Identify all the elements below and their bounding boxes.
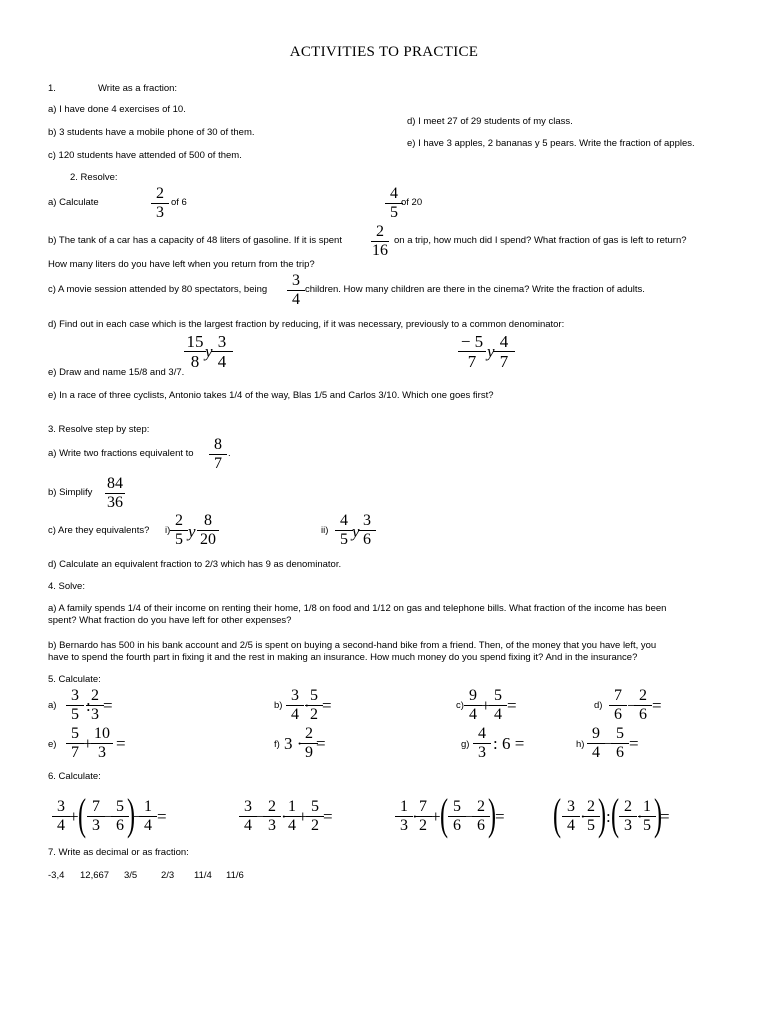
numerator: 2 [156, 185, 164, 202]
equals-sign: = [322, 696, 332, 715]
exercise-2b-line2: How many liters do you have left when you return from the trip? [48, 259, 315, 270]
numerator: 1 [288, 798, 296, 815]
operator: − [104, 807, 114, 826]
numerator: 2 [376, 223, 384, 240]
word-y: y [487, 342, 495, 361]
numerator: 2 [268, 798, 276, 815]
operator: · [304, 696, 310, 715]
denominator: 6 [116, 817, 124, 834]
numerator: 8 [214, 436, 222, 453]
numerator: 7 [92, 798, 100, 815]
open-paren: ( [78, 790, 87, 839]
fraction [285, 273, 307, 308]
denominator: 5 [71, 706, 79, 723]
item-ii: ii) [321, 525, 329, 536]
exercise-4a-line1: a) A family spends 1/4 of their income on renting their home, 1/8 on food and 1/12 on gas and telephone bills. What fraction of the income has been [48, 603, 667, 614]
denominator: 4 [144, 817, 152, 834]
value-item: 2/3 [161, 870, 175, 881]
section-7-heading: 7. Write as decimal or as fraction: [48, 847, 189, 858]
numerator: 3 [291, 687, 299, 704]
operator: − [604, 734, 614, 753]
fraction [632, 688, 654, 723]
fraction [207, 437, 229, 472]
numerator: 5 [616, 725, 624, 742]
fraction [471, 726, 493, 761]
exercise-2a-label: a) Calculate [48, 197, 99, 208]
exercise-4b-line2: have to spend the fourth part in fixing it and the rest in making an insurance. How much money do you spend fixing it? And in the insurance? [48, 652, 638, 663]
numerator: 5 [116, 798, 124, 815]
close-paren: ) [598, 790, 607, 839]
item-label: g) [461, 739, 470, 750]
item-i: i) [165, 525, 171, 536]
item-label: h) [576, 739, 585, 750]
fraction [168, 513, 190, 548]
text-of-20: of 20 [401, 197, 423, 208]
value-item: 11/6 [226, 870, 244, 881]
open-paren: ( [611, 790, 620, 839]
value-item: 3/5 [124, 870, 138, 881]
numerator: 5 [453, 798, 461, 815]
exercise-1b: b) 3 students have a mobile phone of 30 of them. [48, 127, 255, 138]
equals-sign: = [629, 734, 639, 753]
numerator: 2 [639, 687, 647, 704]
value-item: 11/4 [194, 870, 212, 881]
numerator: 3 [71, 687, 79, 704]
item-label: b) [274, 700, 283, 711]
fraction [356, 513, 378, 548]
numerator: 2 [624, 798, 632, 815]
operator: + [431, 807, 441, 826]
section-1-number: 1. [48, 83, 56, 94]
numerator: 2 [305, 725, 313, 742]
denominator: 4 [567, 817, 575, 834]
denominator: 3 [156, 204, 164, 221]
numerator: 7 [614, 687, 622, 704]
numerator: 4 [390, 185, 398, 202]
denominator: 6 [453, 817, 461, 834]
denominator: 5 [587, 817, 595, 834]
numerator: 4 [499, 332, 509, 351]
fraction [64, 688, 86, 723]
denominator: 4 [469, 706, 477, 723]
operator: − [465, 807, 475, 826]
numerator: 15 [186, 332, 204, 351]
close-paren: ) [488, 790, 497, 839]
numerator: 3 [292, 272, 300, 289]
numerator: 4 [340, 512, 348, 529]
fraction [137, 799, 159, 834]
equals-sign: = [495, 807, 505, 826]
operator: · [637, 807, 643, 826]
fraction [609, 726, 631, 761]
denominator: 3 [400, 817, 408, 834]
numerator: 3 [363, 512, 371, 529]
fraction [560, 799, 582, 834]
operator: : [86, 696, 91, 715]
operator: · [281, 807, 287, 826]
exercise-1d: d) I meet 27 of 29 students of my class. [407, 116, 573, 127]
fraction [149, 186, 171, 221]
numerator: 5 [311, 798, 319, 815]
operator: + [69, 807, 79, 826]
fraction [369, 224, 391, 259]
section-1-heading: Write as a fraction: [98, 83, 178, 94]
operator: + [83, 734, 93, 753]
denominator: 3 [92, 817, 100, 834]
denominator: 7 [467, 352, 477, 371]
numerator: 7 [419, 798, 427, 815]
equals-sign: = [103, 696, 113, 715]
prefix: 3 · [284, 734, 303, 753]
denominator: 6 [614, 706, 622, 723]
fraction [491, 333, 517, 370]
exercise-3a: a) Write two fractions equivalent to [48, 448, 194, 459]
word-y: y [205, 342, 213, 361]
numerator: 5 [494, 687, 502, 704]
denominator: 4 [244, 817, 252, 834]
numerator: 3 [244, 798, 252, 815]
exercise-2e-race: e) In a race of three cyclists, Antonio takes 1/4 of the way, Blas 1/5 and Carlos 3/10. Which one goes first? [48, 390, 494, 401]
exercise-2d: d) Find out in each case which is the largest fraction by reducing, if it was necessary, previously to a common denominator: [48, 319, 565, 330]
numerator: 10 [94, 725, 110, 742]
equals-sign: = [507, 696, 517, 715]
numerator: − 5 [460, 332, 484, 351]
page-title: ACTIVITIES TO PRACTICE [289, 44, 479, 60]
section-4-heading: 4. Solve: [48, 581, 85, 592]
exercise-1a: a) I have done 4 exercises of 10. [48, 104, 186, 115]
denominator: 4 [217, 352, 227, 371]
denominator: 20 [200, 531, 216, 548]
operator: : [606, 807, 611, 826]
fraction [261, 799, 283, 834]
denominator: 4 [292, 291, 300, 308]
denominator: 7 [71, 744, 79, 761]
denominator: 4 [291, 706, 299, 723]
denominator: 36 [107, 494, 123, 511]
section-3-heading: 3. Resolve step by step: [48, 424, 150, 435]
value-item: -3,4 [48, 870, 65, 881]
numerator: 5 [310, 687, 318, 704]
numerator: 3 [57, 798, 65, 815]
exercise-2e-draw: e) Draw and name 15/8 and 3/7. [48, 367, 185, 378]
exercise-2b-line1a: b) The tank of a car has a capacity of 48 liters of gasoline. If it is spent [48, 235, 342, 246]
operator: + [298, 807, 308, 826]
denominator: 8 [190, 352, 200, 371]
fraction [195, 513, 221, 548]
numerator: 3 [567, 798, 575, 815]
denominator: 3 [268, 817, 276, 834]
fraction [456, 333, 488, 370]
equals-sign: = [660, 807, 670, 826]
numerator: 9 [469, 687, 477, 704]
numerator: 8 [204, 512, 212, 529]
equals-sign: = [316, 734, 326, 753]
open-paren: ( [440, 790, 449, 839]
numerator: 2 [477, 798, 485, 815]
item-label: d) [594, 700, 603, 711]
fraction [89, 726, 115, 761]
value-item: 12,667 [80, 870, 110, 881]
exercise-2c-b: children. How many children are there in the cinema? Write the fraction of adults. [305, 284, 645, 295]
exercise-4a-line2: spent? What fraction do you have left for other expenses? [48, 615, 292, 626]
exercise-3c: c) Are they equivalents? [48, 525, 150, 536]
exercise-1e: e) I have 3 apples, 2 bananas y 5 pears. Write the fraction of apples. [407, 138, 695, 149]
numerator: 1 [400, 798, 408, 815]
denominator: 3 [91, 706, 99, 723]
exercise-2c-a: c) A movie session attended by 80 spectators, being [48, 284, 268, 295]
equals-sign: = [157, 807, 167, 826]
equals-sign: = [323, 807, 333, 826]
denominator: 5 [340, 531, 348, 548]
close-paren: ) [127, 790, 136, 839]
fraction [209, 333, 235, 370]
item-label: f) [274, 739, 280, 750]
denominator: 3 [624, 817, 632, 834]
denominator: 6 [363, 531, 371, 548]
denominator: 6 [639, 706, 647, 723]
numerator: 2 [587, 798, 595, 815]
denominator: 4 [288, 817, 296, 834]
word-y: y [352, 522, 360, 541]
numerator: 5 [71, 725, 79, 742]
denominator: 16 [372, 242, 388, 259]
operator: − [133, 807, 143, 826]
operator: − [256, 807, 266, 826]
equals-sign: = [652, 696, 662, 715]
close-paren: ) [654, 790, 663, 839]
denominator: 5 [175, 531, 183, 548]
denominator: 4 [494, 706, 502, 723]
denominator: 3 [478, 744, 486, 761]
denominator: 6 [477, 817, 485, 834]
denominator: 4 [592, 744, 600, 761]
exercise-4b-line1: b) Bernardo has 500 in his bank account and 2/5 is spent on buying a second-hand bike from a friend. Then, of the money that you have left, you [48, 640, 657, 651]
exercise-3b: b) Simplify [48, 487, 93, 498]
denominator: 5 [643, 817, 651, 834]
denominator: 7 [214, 455, 222, 472]
denominator: 4 [57, 817, 65, 834]
exercise-2b-line1b: on a trip, how much did I spend? What fraction of gas is left to return? [394, 235, 687, 246]
operator: · [580, 807, 586, 826]
fraction [487, 688, 509, 723]
denominator: 2 [310, 706, 318, 723]
equals-sign: = [116, 734, 126, 753]
period: . [228, 448, 231, 459]
denominator: 5 [390, 204, 398, 221]
exercise-3d: d) Calculate an equivalent fraction to 2/3 which has 9 as denominator. [48, 559, 342, 570]
denominator: 9 [305, 744, 313, 761]
section-2-heading: 2. Resolve: [70, 172, 118, 183]
fraction [607, 688, 629, 723]
section-6-heading: 6. Calculate: [48, 771, 101, 782]
suffix: : 6 = [493, 734, 525, 753]
operator: + [481, 696, 491, 715]
numerator: 4 [478, 725, 486, 742]
numerator: 3 [217, 332, 227, 351]
word-y: y [188, 522, 196, 541]
numerator: 1 [144, 798, 152, 815]
item-label: e) [48, 739, 57, 750]
denominator: 2 [311, 817, 319, 834]
numerator: 2 [175, 512, 183, 529]
denominator: 6 [616, 744, 624, 761]
numerator: 84 [107, 475, 123, 492]
section-5-heading: 5. Calculate: [48, 674, 101, 685]
exercise-1c: c) 120 students have attended of 500 of them. [48, 150, 242, 161]
fraction [103, 476, 127, 511]
denominator: 3 [98, 744, 106, 761]
operator: · [412, 807, 418, 826]
item-label: c) [456, 700, 464, 711]
numerator: 2 [91, 687, 99, 704]
operator: − [627, 696, 637, 715]
denominator: 7 [499, 352, 509, 371]
denominator: 2 [419, 817, 427, 834]
item-label: a) [48, 700, 57, 711]
text-of-6: of 6 [171, 197, 187, 208]
open-paren: ( [553, 790, 562, 839]
numerator: 9 [592, 725, 600, 742]
numerator: 1 [643, 798, 651, 815]
